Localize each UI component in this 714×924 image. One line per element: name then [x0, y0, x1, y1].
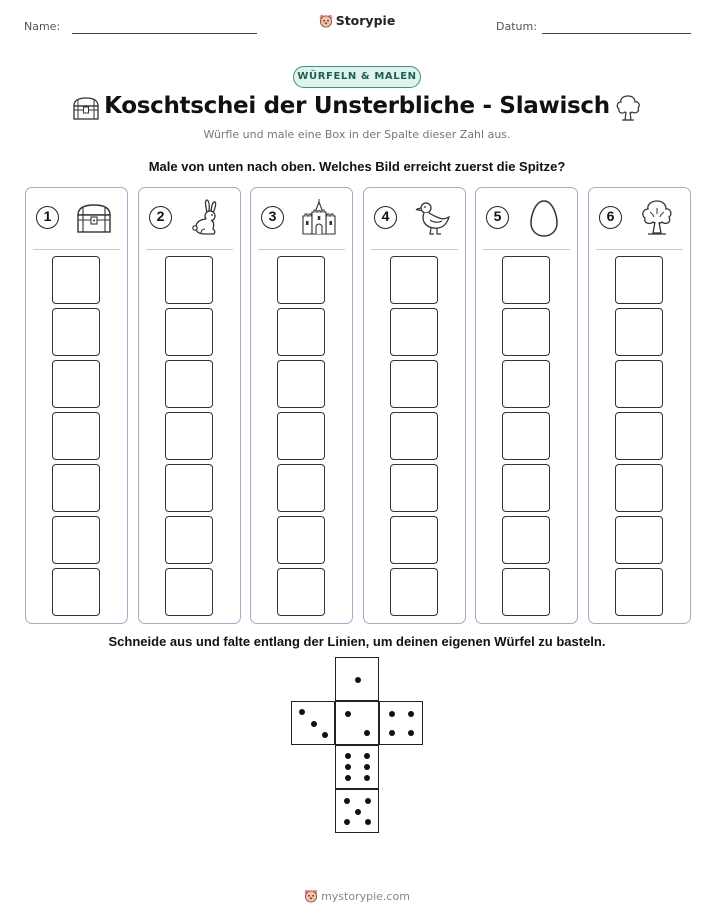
- footer-url[interactable]: mystorypie.com: [321, 890, 410, 903]
- column-header: [259, 198, 344, 244]
- color-box[interactable]: [502, 360, 550, 408]
- column-divider: [258, 249, 345, 250]
- color-box[interactable]: [615, 412, 663, 460]
- color-box[interactable]: [277, 412, 325, 460]
- color-box[interactable]: [165, 516, 213, 564]
- color-box[interactable]: [277, 464, 325, 512]
- die-pip: [364, 753, 370, 759]
- column-divider: [596, 249, 683, 250]
- color-box[interactable]: [52, 360, 100, 408]
- column-number: 6: [599, 206, 622, 229]
- name-line[interactable]: [72, 33, 257, 34]
- date-line[interactable]: [542, 33, 691, 34]
- die-pip: [345, 711, 351, 717]
- column-number: 2: [149, 206, 172, 229]
- color-box[interactable]: [52, 568, 100, 616]
- color-box[interactable]: [52, 308, 100, 356]
- die-pip: [364, 764, 370, 770]
- cut-instruction: Schneide aus und falte entlang der Linien, um deinen eigenen Würfel zu basteln.: [108, 634, 606, 649]
- color-box[interactable]: [502, 308, 550, 356]
- color-box[interactable]: [390, 360, 438, 408]
- instruction-text: Male von unten nach oben. Welches Bild erreicht zuerst die Spitze?: [148, 159, 566, 174]
- die-pip: [364, 775, 370, 781]
- die-pip: [345, 753, 351, 759]
- oak-tree-icon: [612, 92, 644, 124]
- footer: [0, 889, 714, 903]
- column-5: [475, 187, 578, 624]
- die-face-6: [335, 745, 379, 789]
- color-box[interactable]: [277, 568, 325, 616]
- color-box[interactable]: [165, 360, 213, 408]
- oak-tree-icon: [637, 198, 677, 238]
- die-pip: [364, 730, 370, 736]
- egg-icon: [524, 198, 564, 238]
- die-pip: [345, 775, 351, 781]
- color-box[interactable]: [615, 360, 663, 408]
- column-header: [597, 198, 682, 244]
- color-box[interactable]: [390, 308, 438, 356]
- die-pip: [355, 809, 361, 815]
- die-pip: [365, 798, 371, 804]
- color-box[interactable]: [165, 568, 213, 616]
- die-pip: [299, 709, 305, 715]
- die-pip: [408, 711, 414, 717]
- color-box[interactable]: [165, 412, 213, 460]
- column-header: [34, 198, 119, 244]
- color-box[interactable]: [390, 516, 438, 564]
- column-header: [372, 198, 457, 244]
- column-1: [25, 187, 128, 624]
- color-box[interactable]: [277, 256, 325, 304]
- color-box[interactable]: [52, 256, 100, 304]
- color-box[interactable]: [277, 516, 325, 564]
- color-box[interactable]: [615, 568, 663, 616]
- die-pip: [355, 677, 361, 683]
- die-pip: [389, 711, 395, 717]
- color-box[interactable]: [615, 464, 663, 512]
- storypie-bear-icon: [319, 14, 333, 28]
- page-title: Koschtschei der Unsterbliche - Slawisch: [104, 93, 610, 119]
- column-number: 5: [486, 206, 509, 229]
- column-header: [484, 198, 569, 244]
- column-number: 1: [36, 206, 59, 229]
- color-box[interactable]: [165, 464, 213, 512]
- die-pip: [345, 764, 351, 770]
- date-label: Datum:: [496, 20, 537, 33]
- column-6: [588, 187, 691, 624]
- color-box[interactable]: [502, 464, 550, 512]
- column-divider: [371, 249, 458, 250]
- color-box[interactable]: [615, 516, 663, 564]
- column-header: [147, 198, 232, 244]
- duck-icon: [412, 198, 452, 238]
- color-box[interactable]: [502, 412, 550, 460]
- die-pip: [365, 819, 371, 825]
- column-number: 4: [374, 206, 397, 229]
- castle-icon: [299, 198, 339, 238]
- color-box[interactable]: [52, 412, 100, 460]
- color-box[interactable]: [502, 568, 550, 616]
- color-box[interactable]: [165, 256, 213, 304]
- column-divider: [146, 249, 233, 250]
- color-box[interactable]: [277, 308, 325, 356]
- activity-badge: WÜRFELN & MALEN: [293, 66, 421, 88]
- die-face-5: [335, 789, 379, 833]
- brand-name: Storypie: [335, 13, 396, 28]
- die-face-2: [335, 701, 379, 745]
- color-box[interactable]: [502, 256, 550, 304]
- color-box[interactable]: [277, 360, 325, 408]
- name-label: Name:: [24, 20, 61, 33]
- treasure-chest-icon: [74, 198, 114, 238]
- die-pip: [344, 819, 350, 825]
- column-number: 3: [261, 206, 284, 229]
- die-pip: [408, 730, 414, 736]
- brand-logo: [0, 13, 714, 28]
- color-box[interactable]: [165, 308, 213, 356]
- die-pip: [389, 730, 395, 736]
- color-box[interactable]: [390, 464, 438, 512]
- column-4: [363, 187, 466, 624]
- die-face-3: [291, 701, 335, 745]
- column-divider: [483, 249, 570, 250]
- rabbit-icon: [187, 198, 227, 238]
- color-box[interactable]: [390, 256, 438, 304]
- page-subtitle: Würfle und male eine Box in der Spalte dieser Zahl aus.: [203, 128, 511, 141]
- column-divider: [33, 249, 120, 250]
- die-face-1: [335, 657, 379, 701]
- color-box[interactable]: [52, 516, 100, 564]
- color-box[interactable]: [390, 412, 438, 460]
- color-box[interactable]: [615, 308, 663, 356]
- die-pip: [311, 721, 317, 727]
- storypie-bear-icon: [304, 889, 318, 903]
- color-box[interactable]: [52, 464, 100, 512]
- die-face-4: [379, 701, 423, 745]
- color-box[interactable]: [502, 516, 550, 564]
- color-box[interactable]: [615, 256, 663, 304]
- color-box[interactable]: [390, 568, 438, 616]
- die-pip: [322, 732, 328, 738]
- column-3: [250, 187, 353, 624]
- column-2: [138, 187, 241, 624]
- die-pip: [344, 798, 350, 804]
